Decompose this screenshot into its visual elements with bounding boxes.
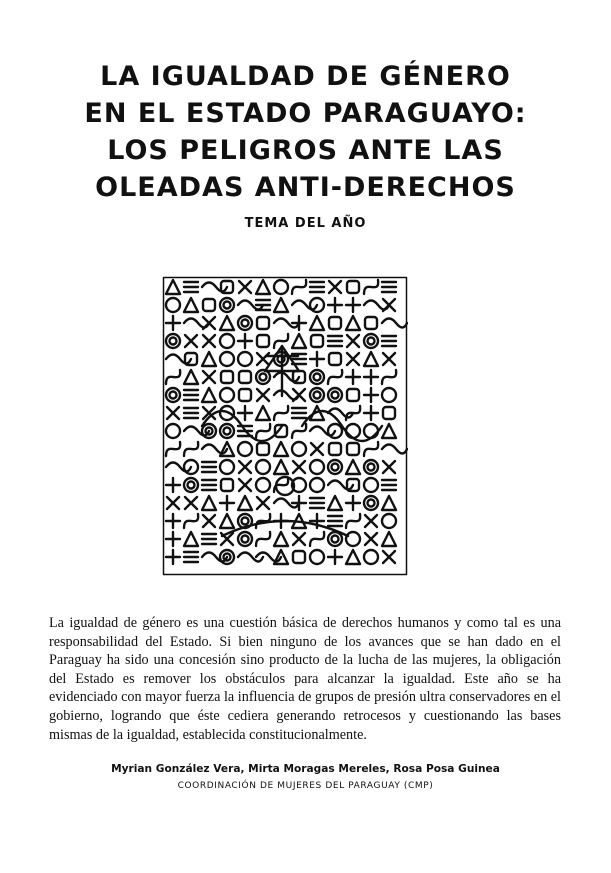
- title-line: EN EL ESTADO PARAGUAYO:: [84, 98, 527, 129]
- chapter-title: [0, 58, 611, 206]
- section-label: TEMA DEL AÑO: [244, 216, 367, 231]
- title-line: OLEADAS ANTI-DERECHOS: [95, 172, 516, 203]
- doodle-artwork-icon: [162, 276, 408, 576]
- title-line: LOS PELIGROS ANTE LAS: [107, 135, 504, 166]
- affiliation: COORDINACIÓN DE MUJERES DEL PARAGUAY (CMP): [177, 781, 434, 791]
- abstract-paragraph: La igualdad de género es una cuestión básica de derechos humanos y como tal es una responsabilidad del Estado. Si bien ninguno de los avances que se han dado en el Paraguay ha sido una concesión sino producto de la lucha de las mujeres, la obligación del Estado es remover los obstáculos para alcanzar la igualdad. Este año se ha evidenciado con mayor fuerza la influencia de grupos de presión ultra conservadores en el gobierno, logrando que éste cediera generando retrocesos y cuestionando las bases mismas de la igualdad, establecida constitucionalmente.: [49, 615, 561, 743]
- authors: Myrian González Vera, Mirta Moragas Mereles, Rosa Posa Guinea: [111, 763, 500, 775]
- title-line: LA IGUALDAD DE GÉNERO: [100, 61, 511, 92]
